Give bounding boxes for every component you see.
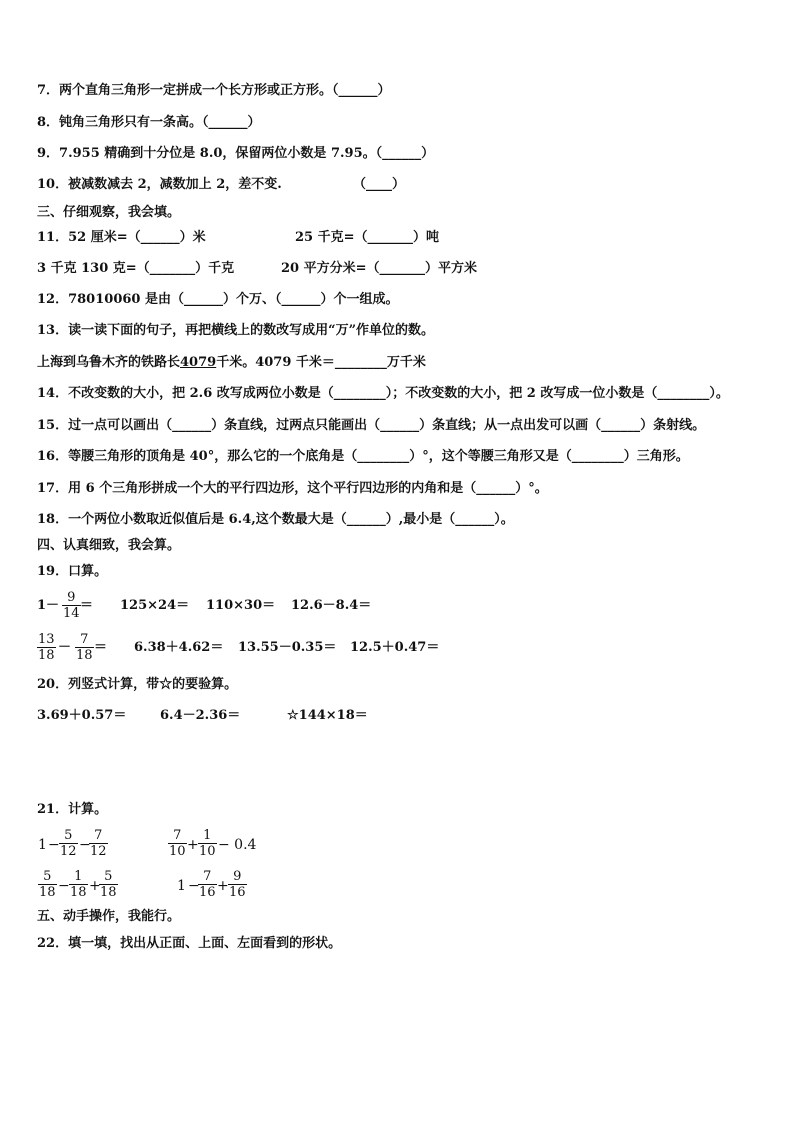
q21-r2a-fraction-3 xyxy=(99,869,118,900)
question-9: 9．7.955 精确到十分位是 8.0，保留两位小数是 7.95。（______） xyxy=(37,146,435,161)
question-13-sentence-pre: 上海到乌鲁木齐的铁路长 xyxy=(37,355,181,370)
question-11-part-d: 20 平方分米=（_______）平方米 xyxy=(281,261,478,276)
q21-r1b-plus: + xyxy=(187,837,199,853)
q19-a-equals: ＝ xyxy=(80,598,94,613)
question-15: 15．过一点可以画出（______）条直线，过两点只能画出（______）条直线；从一点出发可以画（______）条射线。 xyxy=(37,418,706,433)
q21-r2a-numerator-3: 5 xyxy=(99,869,118,885)
question-10-blank: （____） xyxy=(353,177,406,192)
question-14: 14．不改变数的大小，把 2.6 改写成两位小数是（________）；不改变数的大小，把 2 改写成一位小数是（________）。 xyxy=(37,386,729,401)
q21-r2a-fraction-2 xyxy=(69,869,88,900)
q21-r1a-minus-2: − xyxy=(79,837,91,853)
q19-e-fraction-2 xyxy=(75,632,94,663)
q19-a-denominator: 14 xyxy=(63,606,80,621)
q21-r2a-denominator-2: 18 xyxy=(70,885,87,900)
q19-c: 110×30＝ xyxy=(206,598,276,613)
question-7: 7．两个直角三角形一定拼成一个长方形或正方形。（______） xyxy=(37,83,391,98)
q21-r1b-denominator-1: 10 xyxy=(169,844,186,859)
q19-e-denominator-2: 18 xyxy=(76,648,93,663)
question-21: 21．计算。 xyxy=(37,802,108,817)
q21-r1b-denominator-2: 10 xyxy=(199,844,216,859)
q21-r2b-minus: − xyxy=(188,878,200,894)
q21-r1a-fraction-2 xyxy=(89,828,108,859)
q19-h: 12.5＋0.47＝ xyxy=(350,640,440,655)
q21-r2b-denominator-1: 16 xyxy=(199,885,216,900)
q21-r1a-one: 1 xyxy=(38,837,47,853)
q21-r2b-denominator-2: 16 xyxy=(229,885,246,900)
q21-r1b-numerator-1: 7 xyxy=(168,828,187,844)
q21-r2b-fraction-2 xyxy=(228,869,247,900)
q21-r1a-fraction-1 xyxy=(59,828,78,859)
question-13-sentence xyxy=(37,355,426,371)
q19-e-minus: － xyxy=(58,640,72,655)
question-18: 18．一个两位小数取近似值后是 6.4,这个数最大是（______）,最小是（______）。 xyxy=(37,512,514,527)
q19-b: 125×24＝ xyxy=(120,598,190,613)
q21-r1a-numerator-2: 7 xyxy=(89,828,108,844)
q21-r2b-plus: + xyxy=(217,878,229,894)
q21-r1a-denominator-1: 12 xyxy=(60,844,77,859)
q19-e-numerator-2: 7 xyxy=(75,632,94,648)
question-11-part-a: 11．52 厘米=（______）米 xyxy=(37,230,206,245)
q20-b: 6.4－2.36＝ xyxy=(160,708,241,723)
question-11-part-c: 3 千克 130 克=（_______）千克 xyxy=(37,261,235,276)
q21-r2b-numerator-1: 7 xyxy=(198,869,217,885)
q19-f: 6.38＋4.62＝ xyxy=(134,640,224,655)
q19-a-fraction xyxy=(62,590,81,621)
q19-e-denominator-1: 18 xyxy=(38,648,55,663)
q21-r2a-minus: − xyxy=(58,878,70,894)
question-22: 22．填一填，找出从正面、上面、左面看到的形状。 xyxy=(37,936,342,951)
q21-r1b-tail: − 0.4 xyxy=(218,837,257,853)
section-4-heading: 四、认真细致，我会算。 xyxy=(37,538,181,553)
question-19: 19．口算。 xyxy=(37,564,108,579)
q21-r2b-numerator-2: 9 xyxy=(228,869,247,885)
q21-r2b-fraction-1 xyxy=(198,869,217,900)
q19-g: 13.55－0.35＝ xyxy=(238,640,337,655)
q21-r2a-plus: + xyxy=(89,878,101,894)
q21-r2b-one: 1 xyxy=(177,878,186,894)
q21-r1a-denominator-2: 12 xyxy=(90,844,107,859)
q19-e-numerator-1: 13 xyxy=(38,632,55,647)
q19-e-equals: ＝ xyxy=(94,640,108,655)
q21-r2a-denominator-1: 18 xyxy=(39,885,56,900)
question-12: 12．78010060 是由（______）个万、（______）个一组成。 xyxy=(37,292,399,307)
question-11-part-b: 25 千克=（_______）吨 xyxy=(295,230,440,245)
section-3-heading: 三、仔细观察，我会填。 xyxy=(37,205,181,220)
question-20: 20．列竖式计算，带☆的要验算。 xyxy=(37,677,238,692)
q19-a-prefix: 1－ xyxy=(37,598,60,613)
q21-r2a-numerator-1: 5 xyxy=(38,869,57,885)
q21-r1a-numerator-1: 5 xyxy=(59,828,78,844)
q21-r1a-minus-1: − xyxy=(48,837,60,853)
q21-r2a-fraction-1 xyxy=(38,869,57,900)
question-13: 13．读一读下面的句子，再把横线上的数改写成用“万”作单位的数。 xyxy=(37,323,435,338)
section-5-heading: 五、动手操作，我能行。 xyxy=(37,909,181,924)
q19-a-numerator: 9 xyxy=(62,590,81,606)
q20-c: ☆144×18＝ xyxy=(287,708,368,723)
q21-r2a-denominator-3: 18 xyxy=(100,885,117,900)
question-16: 16．等腰三角形的顶角是 40°，那么它的一个底角是（________）°，这个等腰三角形又是（________）三角形。 xyxy=(37,449,689,464)
question-10: 10．被减数减去 2，减数加上 2，差不变. xyxy=(37,177,282,192)
q21-r1b-numerator-2: 1 xyxy=(198,828,217,844)
question-13-underlined-number: 4079 xyxy=(180,355,217,370)
question-13-sentence-post: 千米。4079 千米＝________万千米 xyxy=(216,355,426,370)
q21-r1b-fraction-2 xyxy=(198,828,217,859)
question-17: 17．用 6 个三角形拼成一个大的平行四边形，这个平行四边形的内角和是（______）°。 xyxy=(37,481,548,496)
question-8: 8．钝角三角形只有一条高。（______） xyxy=(37,115,261,130)
q20-a: 3.69＋0.57＝ xyxy=(37,708,127,723)
q19-e-fraction-1 xyxy=(37,632,56,663)
q21-r2a-numerator-2: 1 xyxy=(69,869,88,885)
q19-d: 12.6－8.4＝ xyxy=(291,598,372,613)
q21-r1b-fraction-1 xyxy=(168,828,187,859)
